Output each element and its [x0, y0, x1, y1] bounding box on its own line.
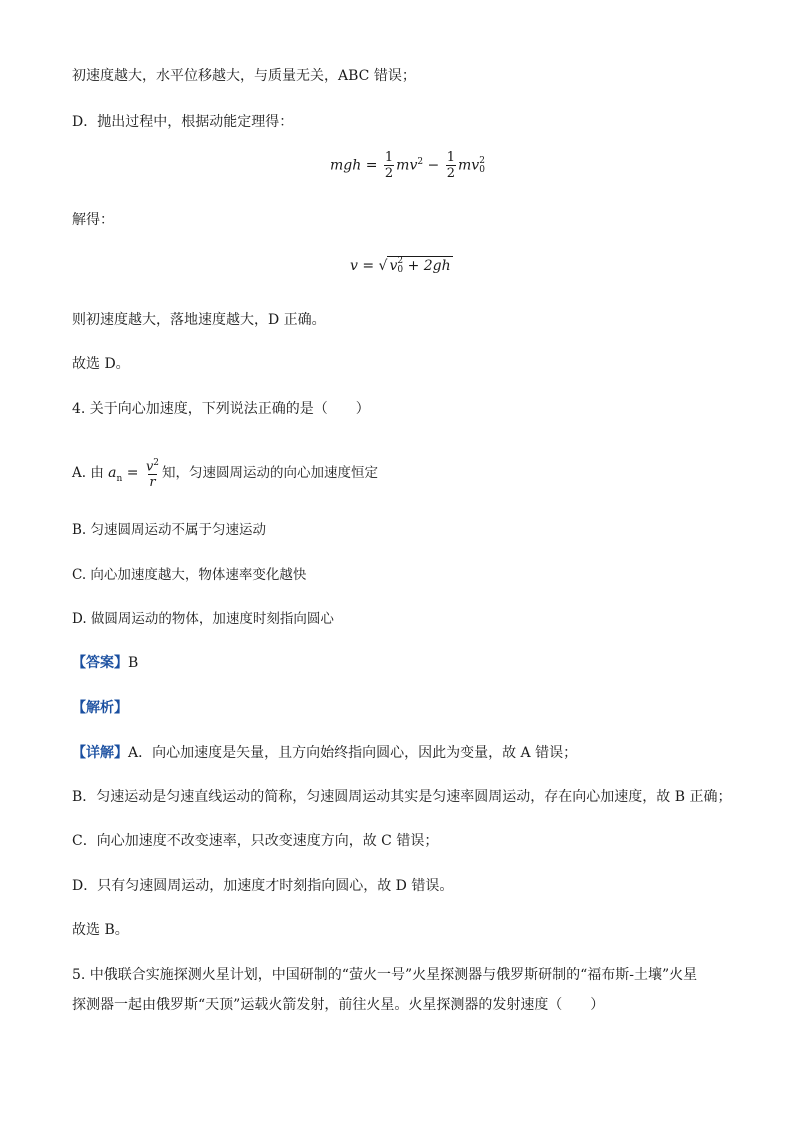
question-4-stem: 4. 关于向心加速度，下列说法正确的是（ ） [72, 401, 370, 417]
detail-a-line: 【详解】A．向心加速度是矢量，且方向始终指向圆心，因此为变量，故 A 错误； [72, 745, 578, 761]
choose-b-line: 故选 B。 [72, 922, 129, 938]
option-b: B. 匀速圆周运动不属于匀速运动 [72, 522, 267, 538]
text-line-3: 解得： [72, 212, 114, 228]
fraction-half: $\frac{1}{2}$ [384, 150, 394, 181]
detail-d-line: D．只有匀速圆周运动，加速度才时刻指向圆心，故 D 错误。 [72, 878, 454, 894]
answer-value: B [128, 655, 139, 671]
formula-velocity: v = √ v 2 0 + 2gh [350, 256, 451, 275]
analysis-tag: 【解析】 [72, 700, 128, 716]
text-line-1: 初速度越大，水平位移越大，与质量无关，ABC 错误； [72, 68, 416, 84]
option-a: A. 由 $a_n$ = $\frac{v^2}{r}$ 知，匀速圆周运动的向心加速度恒定 [72, 458, 379, 491]
formula-energy: mgh = $\frac{1}{2}$ $mv^2$ − $\frac{1}{2}$ mv 2 0 [330, 150, 485, 181]
detail-b-line: B．匀速运动是匀速直线运动的简称，匀速圆周运动其实是匀速率圆周运动，存在向心加速度，故 B 正确； [72, 789, 732, 805]
option-c: C. 向心加速度越大，物体速率变化越快 [72, 567, 307, 583]
formula-lhs: mgh = [330, 157, 378, 174]
answer-line [72, 653, 754, 673]
option-d: D. 做圆周运动的物体，加速度时刻指向圆心 [72, 611, 334, 627]
detail-tag: 【详解】 [72, 745, 128, 761]
fraction-half-2: $\frac{1}{2}$ [446, 150, 456, 181]
question-5-line-1: 5. 中俄联合实施探测火星计划，中国研制的“萤火一号”火星探测器与俄罗斯研制的“福布斯-土壤”火星 [72, 967, 698, 983]
answer-tag: 【答案】 [72, 655, 128, 671]
text-line-5: 故选 D。 [72, 356, 130, 372]
analysis-line [72, 698, 754, 718]
text-line-2: D．抛出过程中，根据动能定理得： [72, 114, 294, 130]
sqrt-symbol: √ v 2 0 + 2gh [378, 256, 451, 275]
text-line-4: 则初速度越大，落地速度越大，D 正确。 [72, 312, 326, 328]
detail-c-line: C．向心加速度不改变速率，只改变速度方向，故 C 错误； [72, 833, 439, 849]
formula-centripetal: $a_n$ = $\frac{v^2}{r}$ [108, 458, 160, 491]
question-5-line-2: 探测器一起由俄罗斯“天顶”运载火箭发射，前往火星。火星探测器的发射速度（ ） [72, 997, 605, 1013]
